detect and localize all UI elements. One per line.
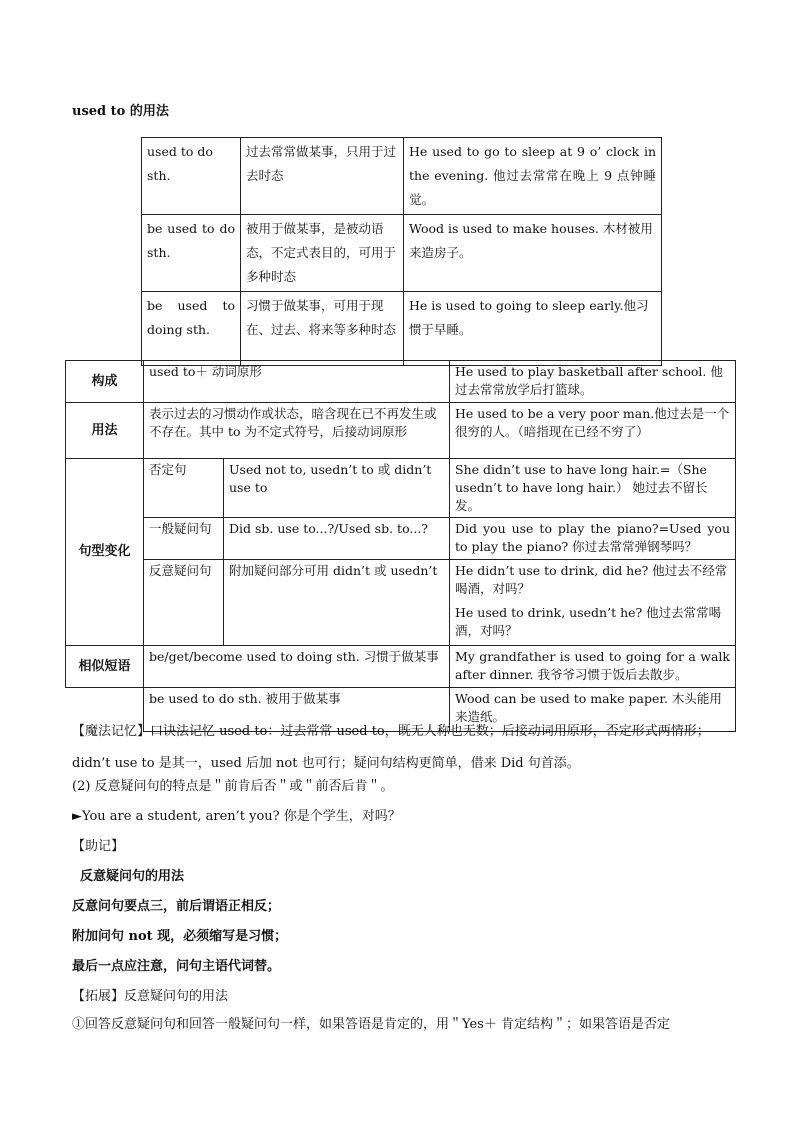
example-cell: Wood is used to make houses. 木材被用来造房子。 — [404, 215, 662, 292]
rhyme-line: 附加问句 not 现，必须缩写是习惯； — [72, 929, 288, 944]
form-cell: be used to do sth. — [142, 215, 241, 292]
used-to-usage-table — [65, 360, 736, 732]
example-cell: He is used to going to sleep early.他习惯于早睡。 — [404, 292, 662, 366]
meaning-cell: 过去常常做某事，只用于过去时态 — [241, 138, 404, 215]
type-cell: 反意疑问句 — [144, 560, 224, 646]
example-cell: He used to go to sleep at 9 o’ clock in the evening. 他过去常常在晚上 9 点钟睡觉。 — [404, 138, 662, 215]
example-cell: He used to play basketball after school. 他过去常常放学后打篮球。 — [450, 361, 736, 403]
table-row — [66, 459, 736, 518]
table-row — [66, 361, 736, 403]
table-row — [142, 215, 662, 292]
type-cell: 一般疑问句 — [144, 518, 224, 560]
page-heading: used to 的用法 — [72, 104, 169, 119]
example-cell: Wood can be used to make paper. 木头能用来造纸。 — [450, 688, 736, 732]
row-label: 句型变化 — [66, 459, 144, 646]
table-row — [142, 292, 662, 366]
expand-item-1: ①回答反意疑问句和回答一般疑问句一样，如果答语是肯定的，用＂Yes＋ 肯定结构＂；如果答语是否定 — [72, 1017, 670, 1032]
rhyme-line: 反意问句要点三，前后谓语正相反； — [72, 899, 281, 914]
form-cell: used to do sth. — [142, 138, 241, 215]
phrase-cell: be used to do sth. 被用于做某事 — [144, 688, 450, 732]
rhyme-line: 最后一点应注意，问句主语代词替。 — [72, 959, 281, 974]
table-row — [66, 518, 736, 560]
meaning-cell: 被用于做某事，是被动语态，不定式表目的，可用于多种时态 — [241, 215, 404, 292]
table-row — [142, 138, 662, 215]
example-line: He used to drink, usedn’t he? 他过去常常喝酒，对吗？ — [455, 605, 722, 638]
help-label: 【助记】 — [72, 839, 125, 854]
example-cell — [450, 560, 736, 646]
example-sentence: ►You are a student, aren’t you? 你是个学生，对吗？ — [72, 809, 401, 824]
example-cell: My grandfather is used to going for a walk after dinner. 我爷爷习惯于饭后去散步。 — [450, 646, 736, 688]
row-label: 用法 — [66, 403, 144, 459]
pattern-cell: used to＋ 动词原形 — [144, 361, 450, 403]
example-cell: He used to be a very poor man.他过去是一个很穷的人。（暗指现在已经不穷了） — [450, 403, 736, 459]
used-to-comparison-table — [141, 137, 662, 366]
table-row — [66, 560, 736, 646]
phrase-cell: be/get/become used to doing sth. 习惯于做某事 — [144, 646, 450, 688]
table-row — [66, 646, 736, 688]
memory-paragraph: 【魔法记忆】口诀法记忆 used to：过去常常 used to，既无人称也无数；后接动词用原形，否定形式两情形；didn’t use to 是其一，used 后加 not 也可行；疑问句结构更简单，借来 Did 句首添。 — [72, 724, 710, 771]
desc-cell: 表示过去的习惯动作或状态，暗含现在已不再发生或不存在。其中 to 为不定式符号，后接动词原形 — [144, 403, 450, 459]
form-cell: be used to doing sth. — [142, 292, 241, 366]
row-label: 构成 — [66, 361, 144, 403]
type-cell: 否定句 — [144, 459, 224, 518]
expand-heading: 【拓展】反意疑问句的用法 — [72, 989, 229, 1004]
point-2: (2) 反意疑问句的特点是＂前肯后否＂或＂前否后肯＂。 — [72, 779, 394, 794]
row-label: 相似短语 — [66, 646, 144, 688]
rhyme-title: 反意疑问句的用法 — [80, 869, 185, 884]
example-cell: She didn’t use to have long hair.=（She usedn’t to have long hair.） 她过去不留长发。 — [450, 459, 736, 518]
form-cell: 附加疑问部分可用 didn’t 或 usedn’t — [224, 560, 450, 646]
table-row — [66, 403, 736, 459]
example-line: He didn’t use to drink, did he? 他过去不经常喝酒，对吗？ — [455, 563, 728, 596]
example-cell: Did you use to play the piano?=Used you to play the piano? 你过去常常弹钢琴吗？ — [450, 518, 736, 560]
form-cell: Used not to, usedn’t to 或 didn’t use to — [224, 459, 450, 518]
form-cell: Did sb. use to...?/Used sb. to...? — [224, 518, 450, 560]
meaning-cell: 习惯于做某事，可用于现在、过去、将来等多种时态 — [241, 292, 404, 366]
